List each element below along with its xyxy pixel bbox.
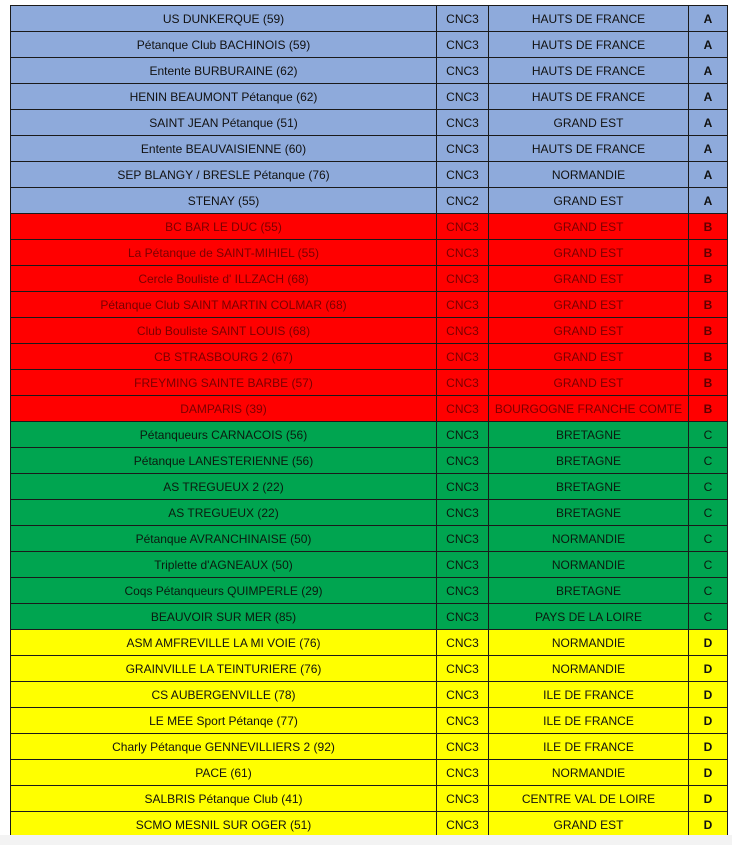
group-cell: A [689,188,728,214]
region-cell: GRAND EST [489,266,689,292]
region-cell: BOURGOGNE FRANCHE COMTE [489,396,689,422]
region-cell: BRETAGNE [489,578,689,604]
club-cell: Pétanque Club SAINT MARTIN COLMAR (68) [11,292,437,318]
club-cell: BC BAR LE DUC (55) [11,214,437,240]
group-cell: B [689,266,728,292]
group-cell: B [689,292,728,318]
group-cell: B [689,396,728,422]
division-cell: CNC3 [437,292,489,318]
region-cell: GRAND EST [489,188,689,214]
region-cell: ILE DE FRANCE [489,682,689,708]
club-cell: CB STRASBOURG 2 (67) [11,344,437,370]
region-cell: NORMANDIE [489,526,689,552]
club-cell: Charly Pétanque GENNEVILLIERS 2 (92) [11,734,437,760]
group-cell: C [689,448,728,474]
group-cell: D [689,630,728,656]
region-cell: HAUTS DE FRANCE [489,136,689,162]
division-cell: CNC3 [437,552,489,578]
club-cell: ASM AMFREVILLE LA MI VOIE (76) [11,630,437,656]
group-cell: C [689,552,728,578]
group-cell: A [689,58,728,84]
region-cell: BRETAGNE [489,474,689,500]
group-cell: A [689,110,728,136]
club-cell: Entente BEAUVAISIENNE (60) [11,136,437,162]
group-cell: C [689,604,728,630]
table-row [11,422,728,448]
division-cell: CNC3 [437,656,489,682]
table-row [11,474,728,500]
division-cell: CNC3 [437,500,489,526]
region-cell: NORMANDIE [489,656,689,682]
region-cell: PAYS DE LA LOIRE [489,604,689,630]
club-cell: Pétanque Club BACHINOIS (59) [11,32,437,58]
club-cell: Cercle Bouliste d' ILLZACH (68) [11,266,437,292]
group-cell: A [689,136,728,162]
group-cell: B [689,214,728,240]
table-row [11,656,728,682]
club-cell: La Pétanque de SAINT-MIHIEL (55) [11,240,437,266]
table-body [11,6,728,838]
club-cell: US DUNKERQUE (59) [11,6,437,32]
club-cell: CS AUBERGENVILLE (78) [11,682,437,708]
group-cell: A [689,162,728,188]
club-cell: AS TREGUEUX (22) [11,500,437,526]
club-cell: DAMPARIS (39) [11,396,437,422]
region-cell: ILE DE FRANCE [489,734,689,760]
group-cell: D [689,760,728,786]
group-cell: D [689,786,728,812]
club-cell: Coqs Pétanqueurs QUIMPERLE (29) [11,578,437,604]
table-row [11,578,728,604]
club-cell: Club Bouliste SAINT LOUIS (68) [11,318,437,344]
table-row [11,630,728,656]
region-cell: CENTRE VAL DE LOIRE [489,786,689,812]
table-row [11,396,728,422]
table-row [11,760,728,786]
division-cell: CNC3 [437,682,489,708]
group-cell: A [689,32,728,58]
club-cell: SAINT JEAN Pétanque (51) [11,110,437,136]
region-cell: HAUTS DE FRANCE [489,58,689,84]
division-cell: CNC3 [437,318,489,344]
division-cell: CNC3 [437,58,489,84]
region-cell: GRAND EST [489,370,689,396]
division-cell: CNC3 [437,578,489,604]
table-row [11,500,728,526]
division-cell: CNC3 [437,448,489,474]
club-cell: Pétanque LANESTERIENNE (56) [11,448,437,474]
table-row [11,526,728,552]
table-row [11,448,728,474]
table-row [11,708,728,734]
table-row [11,214,728,240]
table-row [11,32,728,58]
table-row [11,682,728,708]
region-cell: ILE DE FRANCE [489,708,689,734]
table-row [11,734,728,760]
table-row [11,370,728,396]
group-cell: B [689,240,728,266]
division-cell: CNC3 [437,162,489,188]
table-row [11,604,728,630]
division-cell: CNC3 [437,266,489,292]
region-cell: HAUTS DE FRANCE [489,84,689,110]
division-cell: CNC3 [437,370,489,396]
club-cell: SALBRIS Pétanque Club (41) [11,786,437,812]
division-cell: CNC2 [437,188,489,214]
division-cell: CNC3 [437,734,489,760]
group-cell: C [689,526,728,552]
club-cell: HENIN BEAUMONT Pétanque (62) [11,84,437,110]
table-row [11,786,728,812]
group-cell: C [689,500,728,526]
region-cell: GRAND EST [489,240,689,266]
division-cell: CNC3 [437,32,489,58]
group-cell: C [689,578,728,604]
division-cell: CNC3 [437,786,489,812]
group-cell: A [689,6,728,32]
division-cell: CNC3 [437,136,489,162]
region-cell: NORMANDIE [489,162,689,188]
club-cell: GRAINVILLE LA TEINTURIERE (76) [11,656,437,682]
region-cell: HAUTS DE FRANCE [489,32,689,58]
club-cell: LE MEE Sport Pétanqe (77) [11,708,437,734]
division-cell: CNC3 [437,760,489,786]
division-cell: CNC3 [437,422,489,448]
table-row [11,162,728,188]
division-cell: CNC3 [437,344,489,370]
region-cell: BRETAGNE [489,422,689,448]
table-row [11,240,728,266]
table-row [11,266,728,292]
table-row [11,292,728,318]
club-cell: SCMO MESNIL SUR OGER (51) [11,812,437,838]
group-cell: A [689,84,728,110]
division-cell: CNC3 [437,604,489,630]
division-cell: CNC3 [437,812,489,838]
table-row [11,552,728,578]
club-cell: STENAY (55) [11,188,437,214]
table-row [11,110,728,136]
table-row [11,318,728,344]
division-cell: CNC3 [437,84,489,110]
group-cell: D [689,656,728,682]
table-row [11,344,728,370]
group-cell: B [689,344,728,370]
club-cell: Pétanque AVRANCHINAISE (50) [11,526,437,552]
team-group-table [10,5,728,838]
region-cell: NORMANDIE [489,760,689,786]
division-cell: CNC3 [437,474,489,500]
club-cell: AS TREGUEUX 2 (22) [11,474,437,500]
division-cell: CNC3 [437,214,489,240]
group-cell: C [689,474,728,500]
group-cell: B [689,318,728,344]
region-cell: GRAND EST [489,292,689,318]
region-cell: GRAND EST [489,318,689,344]
region-cell: BRETAGNE [489,448,689,474]
club-cell: Triplette d'AGNEAUX (50) [11,552,437,578]
region-cell: GRAND EST [489,110,689,136]
division-cell: CNC3 [437,708,489,734]
division-cell: CNC3 [437,110,489,136]
region-cell: GRAND EST [489,344,689,370]
club-cell: BEAUVOIR SUR MER (85) [11,604,437,630]
region-cell: HAUTS DE FRANCE [489,6,689,32]
club-cell: SEP BLANGY / BRESLE Pétanque (76) [11,162,437,188]
region-cell: BRETAGNE [489,500,689,526]
table-row [11,6,728,32]
club-cell: Entente BURBURAINE (62) [11,58,437,84]
group-cell: D [689,734,728,760]
table-row [11,136,728,162]
table-row [11,812,728,838]
division-cell: CNC3 [437,240,489,266]
region-cell: NORMANDIE [489,552,689,578]
group-cell: D [689,682,728,708]
table-row [11,188,728,214]
group-cell: D [689,708,728,734]
division-cell: CNC3 [437,526,489,552]
bottom-edge [0,835,732,845]
table-row [11,84,728,110]
group-cell: C [689,422,728,448]
group-cell: D [689,812,728,838]
region-cell: GRAND EST [489,214,689,240]
group-cell: B [689,370,728,396]
region-cell: GRAND EST [489,812,689,838]
club-cell: FREYMING SAINTE BARBE (57) [11,370,437,396]
club-cell: PACE (61) [11,760,437,786]
division-cell: CNC3 [437,6,489,32]
division-cell: CNC3 [437,396,489,422]
club-cell: Pétanqueurs CARNACOIS (56) [11,422,437,448]
division-cell: CNC3 [437,630,489,656]
table-row [11,58,728,84]
region-cell: NORMANDIE [489,630,689,656]
